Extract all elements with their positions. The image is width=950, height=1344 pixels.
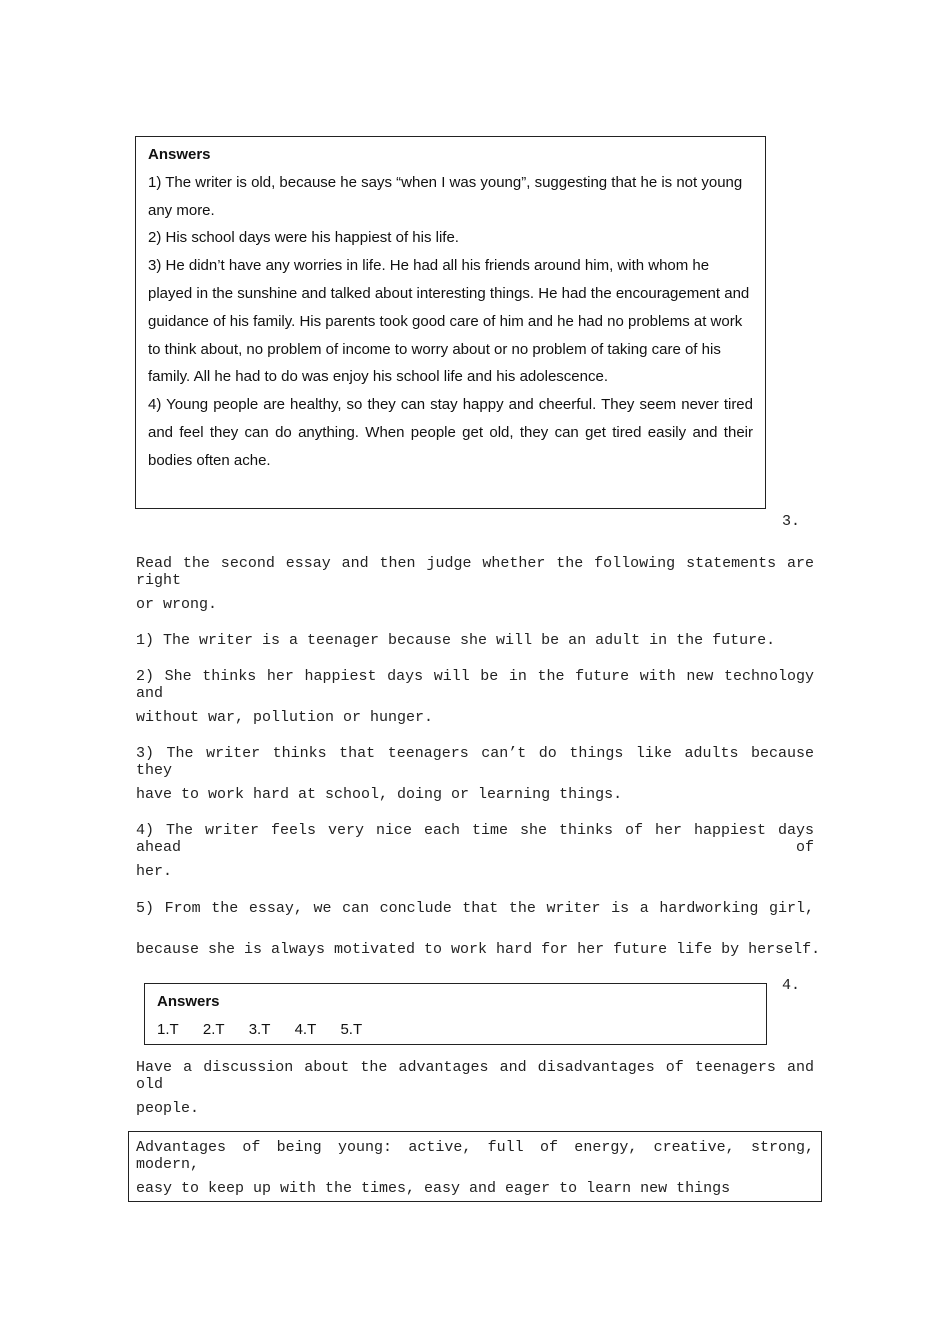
instruction-line-1: Read the second essay and then judge whether the following statements are right bbox=[136, 555, 814, 589]
answer-item: 1.T bbox=[157, 1020, 179, 1038]
answers-box-section-2 bbox=[135, 136, 766, 509]
instruction-line-2: or wrong. bbox=[136, 596, 218, 613]
answer-1: 1) The writer is old, because he says “when I was young”, suggesting that he is not young any more. bbox=[148, 173, 743, 219]
section-number-4: 4. bbox=[782, 977, 801, 994]
answers-title: Answers bbox=[157, 993, 220, 1010]
statement-2-line-1: 2) She thinks her happiest days will be in the future with new technology and bbox=[136, 668, 814, 702]
statement-3-line-2: have to work hard at school, doing or learning things. bbox=[136, 786, 623, 803]
answers-row bbox=[157, 1016, 754, 1044]
answer-2: 2) His school days were his happiest of his life. bbox=[148, 229, 459, 247]
statement-3-line-1: 3) The writer thinks that teenagers can’t do things like adults because they bbox=[136, 745, 814, 779]
answers-box-section-3 bbox=[144, 983, 767, 1045]
answer-item: 2.T bbox=[202, 1020, 225, 1038]
answer-3: 3) He didn’t have any worries in life. He had all his friends around him, with whom he played in the sunshine and talked about interesting things. He had the encouragement and guidance of his family. His parents took good care of him and he had no problems at work to think about, no problem of income to worry about or no problem of taking care of his family. All he had to do was enjoy his school life and his adolescence. bbox=[148, 257, 750, 386]
discussion-instruction-line-1: Have a discussion about the advantages and disadvantages of teenagers and old bbox=[136, 1059, 814, 1093]
discussion-instruction-line-2: people. bbox=[136, 1100, 200, 1117]
statement-4-line-2: her. bbox=[136, 863, 173, 880]
answers-title: Answers bbox=[148, 146, 211, 163]
answer-4: 4) Young people are healthy, so they can stay happy and cheerful. They seem never tired and feel they can do anything. When people get old, they can get tired easily and their bodies often ache. bbox=[148, 396, 753, 469]
answer-item: 5.T bbox=[340, 1020, 363, 1038]
advantages-line-2: easy to keep up with the times, easy and eager to learn new things bbox=[136, 1180, 731, 1197]
statement-4-line-1: 4) The writer feels very nice each time she thinks of her happiest days ahead of bbox=[136, 822, 814, 856]
answer-item: 4.T bbox=[294, 1020, 317, 1038]
answer-item: 3.T bbox=[248, 1020, 271, 1038]
advantages-line-1: Advantages of being young: active, full of energy, creative, strong, modern, bbox=[136, 1139, 814, 1173]
statement-5-line-1: 5) From the essay, we can conclude that the writer is a hardworking girl, bbox=[136, 900, 814, 917]
statement-1: 1) The writer is a teenager because she will be an adult in the future. bbox=[136, 632, 776, 649]
statement-5-line-2: because she is always motivated to work hard for her future life by herself. bbox=[136, 941, 821, 958]
statement-2-line-2: without war, pollution or hunger. bbox=[136, 709, 434, 726]
section-number-3: 3. bbox=[782, 513, 801, 530]
